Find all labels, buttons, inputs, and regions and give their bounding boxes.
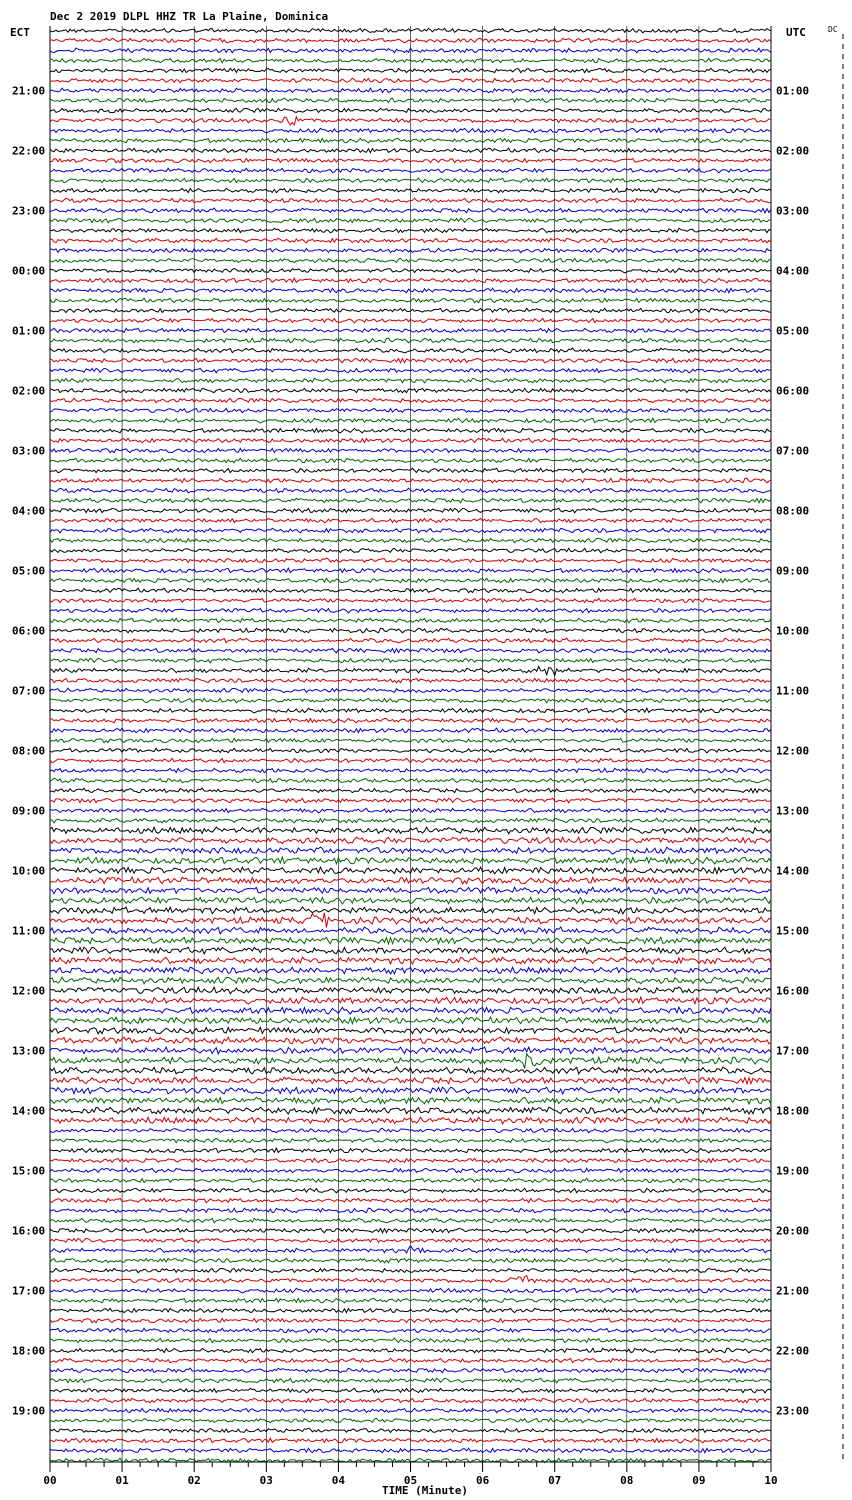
right-hour-label: 08:00 xyxy=(776,504,810,518)
right-hour-label: 16:00 xyxy=(776,984,810,998)
left-hour-label: 07:00 xyxy=(12,684,46,698)
chart-title: Dec 2 2019 DLPL HHZ TR La Plaine, Dominica xyxy=(50,10,329,23)
right-hour-label: 04:00 xyxy=(776,264,810,278)
left-hour-label: 16:00 xyxy=(12,1224,46,1238)
left-hour-label: 03:00 xyxy=(12,444,46,458)
left-hour-label: 06:00 xyxy=(12,624,46,638)
left-hour-label: 21:00 xyxy=(12,84,46,98)
left-hour-label: 23:00 xyxy=(12,204,46,218)
right-hour-label: 21:00 xyxy=(776,1284,810,1298)
left-hour-label: 11:00 xyxy=(12,924,46,938)
right-hour-label: 22:00 xyxy=(776,1344,810,1358)
right-hour-label: 06:00 xyxy=(776,384,810,398)
right-hour-label: 09:00 xyxy=(776,564,810,578)
x-tick-label: 06 xyxy=(475,1474,490,1487)
left-hour-label: 08:00 xyxy=(12,744,46,758)
x-tick-label: 01 xyxy=(115,1474,129,1487)
right-hour-label: 02:00 xyxy=(776,144,810,158)
right-hour-label: 13:00 xyxy=(776,804,810,818)
left-hour-label: 10:00 xyxy=(12,864,46,878)
right-hour-label: 19:00 xyxy=(776,1164,810,1178)
left-hour-label: 14:00 xyxy=(12,1104,46,1118)
right-hour-label: 05:00 xyxy=(776,324,810,338)
right-hour-label: 14:00 xyxy=(776,864,810,878)
right-hour-label: 18:00 xyxy=(776,1104,810,1118)
right-hour-label: 20:00 xyxy=(776,1224,810,1238)
x-axis-label: TIME (Minute) xyxy=(381,1484,469,1497)
left-hour-label: 05:00 xyxy=(12,564,46,578)
left-hour-label: 22:00 xyxy=(12,144,46,158)
left-hour-label: 12:00 xyxy=(12,984,46,998)
x-tick-label: 08 xyxy=(620,1474,634,1487)
right-hour-label: 11:00 xyxy=(776,684,810,698)
right-hour-label: 10:00 xyxy=(776,624,810,638)
x-tick-label: 02 xyxy=(187,1474,201,1487)
right-hour-label: 15:00 xyxy=(776,924,810,938)
left-hour-label: 17:00 xyxy=(12,1284,46,1298)
x-tick-label: 05 xyxy=(403,1474,418,1487)
x-tick-label: 07 xyxy=(548,1474,562,1487)
left-hour-label: 09:00 xyxy=(12,804,46,818)
x-tick-label: 04 xyxy=(331,1474,346,1487)
right-hour-label: 01:00 xyxy=(776,84,810,98)
left-hour-label: 15:00 xyxy=(12,1164,46,1178)
right-hour-label: 12:00 xyxy=(776,744,810,758)
right-hour-label: 17:00 xyxy=(776,1044,810,1058)
left-hour-label: 01:00 xyxy=(12,324,46,338)
right-hour-label: 03:00 xyxy=(776,204,810,218)
left-hour-label: 04:00 xyxy=(12,504,46,518)
right-hour-label: 07:00 xyxy=(776,444,810,458)
left-timezone-label: ECT xyxy=(10,26,30,39)
left-hour-label: 00:00 xyxy=(12,264,46,278)
x-tick-label: 10 xyxy=(764,1474,778,1487)
x-tick-label: 00 xyxy=(43,1474,57,1487)
x-tick-label: 03 xyxy=(259,1474,273,1487)
left-hour-label: 02:00 xyxy=(12,384,46,398)
left-hour-label: 18:00 xyxy=(12,1344,46,1358)
left-hour-label: 19:00 xyxy=(12,1404,46,1418)
dc-label: DC xyxy=(828,25,838,34)
x-tick-label: 09 xyxy=(692,1474,706,1487)
right-hour-label: 23:00 xyxy=(776,1404,810,1418)
left-hour-label: 13:00 xyxy=(12,1044,46,1058)
right-timezone-label: UTC xyxy=(786,26,806,39)
